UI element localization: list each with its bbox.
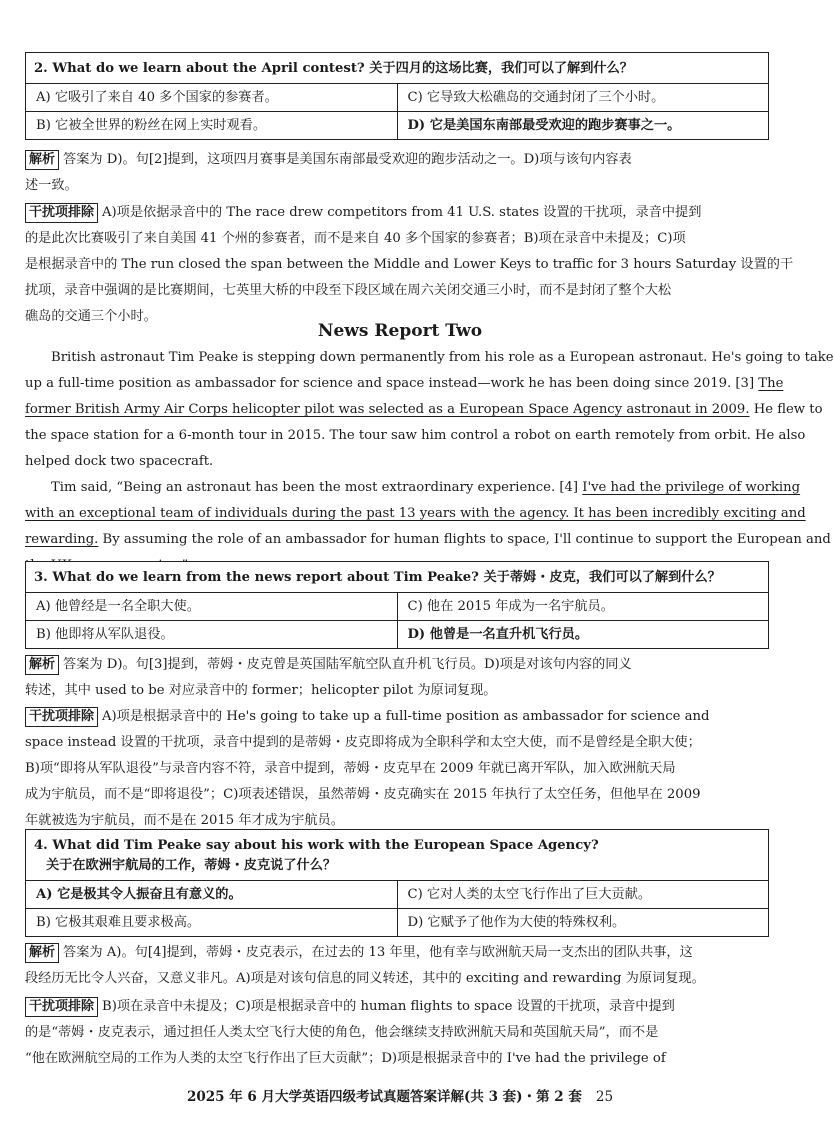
question-2-text: 2. What do we learn about the April contest? 关于四月的这场比赛，我们可以了解到什么？	[26, 53, 768, 84]
distractor-line: 的是此次比赛吸引了来自美国 41 个州的参赛者，而不是来自 40 多个国家的参赛者；B)项在录音中未提及；C)项	[25, 231, 686, 246]
option-a-correct: A) 它是极其令人振奋且有意义的。	[36, 887, 242, 902]
options-row	[26, 909, 768, 936]
option-b: B) 它极其艰难且要求极高。	[36, 915, 201, 930]
distractor-line: B)项在录音中未提及；C)项是根据录音中的 human flights to space 设置的干扰项，录音中提到	[102, 999, 675, 1014]
q4-explanation	[25, 940, 770, 992]
distractor-tag: 干扰项排除	[25, 707, 98, 727]
report-line: He flew to	[749, 402, 823, 417]
report-line: Tim said, “Being an astronaut has been the most extraordinary experience. [4]	[51, 480, 583, 495]
question-4-line: 关于在欧洲宇航局的工作，蒂姆・皮克说了什么？	[46, 858, 337, 873]
distractor-line: B)项“即将从军队退役”与录音内容不符，录音中提到，蒂姆・皮克早在 2009 年就已离开军队，加入欧洲航天局	[25, 761, 676, 776]
distractor-line: A)项是依据录音中的 The race drew competitors from 41 U.S. states 设置的干扰项，录音中提到	[102, 205, 702, 220]
options-row	[26, 881, 768, 909]
distractor-line: 是根据录音中的 The run closed the span between the Middle and Lower Keys to traffic for 3 hours Saturday 设置的干	[25, 257, 794, 272]
distractor-line: space instead 设置的干扰项，录音中提到的是蒂姆・皮克即将成为全职科学和太空大使，而不是曾经是全职大使；	[25, 735, 701, 750]
footer-text: 2025 年 6 月大学英语四级考试真题答案详解(共 3 套)・第 2 套	[186, 1089, 582, 1105]
key-sentence-3: The	[758, 376, 784, 391]
explanation-tag: 解析	[25, 150, 59, 170]
distractor-line: 的是“蒂姆・皮克表示，通过担任人类太空飞行大使的角色，他会继续支持欧洲航天局和英国航天局”，而不是	[25, 1025, 659, 1040]
option-c: C) 他在 2015 年成为一名宇航员。	[397, 593, 769, 620]
key-sentence-4: I've had the privilege of working	[582, 480, 801, 495]
option-a: A) 它吸引了来自 40 多个国家的参赛者。	[36, 90, 278, 105]
option-d: D) 它赋予了他作为大使的特殊权利。	[397, 909, 769, 936]
q3-explanation	[25, 652, 770, 704]
option-b: B) 它被全世界的粉丝在网上实时观看。	[36, 118, 267, 133]
page-footer	[0, 1085, 800, 1105]
option-a: A) 他曾经是一名全职大使。	[36, 599, 200, 614]
option-d-correct: D) 他曾是一名直升机飞行员。	[397, 621, 769, 648]
option-c: C) 它导致大松礁岛的交通封闭了三个小时。	[397, 84, 769, 111]
report-line: British astronaut Tim Peake is stepping down permanently from his role as a European astronaut. He's going to take	[51, 350, 834, 365]
report-line: helped dock two spacecraft.	[25, 454, 214, 469]
question-4-text	[26, 830, 768, 881]
report-line: By assuming the role of an ambassador for human flights to space, I'll continue to support the European and	[98, 532, 831, 547]
options-row	[26, 593, 768, 621]
explanation-line: 述一致。	[25, 178, 78, 193]
option-d-correct: D) 它是美国东南部最受欢迎的跑步赛事之一。	[397, 112, 769, 139]
key-sentence-4: rewarding.	[25, 532, 99, 547]
explanation-tag: 解析	[25, 943, 59, 963]
question-2-box	[25, 52, 769, 140]
distractor-tag: 干扰项排除	[25, 203, 98, 223]
option-c: C) 它对人类的太空飞行作出了巨大贡献。	[397, 881, 769, 908]
q4-distractors	[25, 994, 770, 1072]
distractor-line: 扰项，录音中强调的是比赛期间，七英里大桥的中段至下段区域在周六关闭交通三小时，而不是封闭了整个大松	[25, 283, 672, 298]
question-3-box	[25, 561, 769, 649]
page-number: 25	[595, 1089, 614, 1105]
report-line: the space station for a 6-month tour in 2015. The tour saw him control a robot on earth remotely from orbit. He also	[25, 428, 806, 443]
options-row	[26, 621, 768, 648]
news-report-body	[25, 345, 834, 579]
options-row	[26, 84, 768, 112]
q2-distractors	[25, 200, 794, 330]
report-line: up a full-time position as ambassador for science and space instead—work he has been doing since 2019. [3]	[25, 376, 759, 391]
explanation-line: 转述，其中 used to be 对应录音中的 former；helicopter pilot 为原词复现。	[25, 683, 497, 698]
option-b: B) 他即将从军队退役。	[36, 627, 174, 642]
distractor-line: “他在欧洲航空局的工作为人类的太空飞行作出了巨大贡献”；D)项是根据录音中的 I've had the privilege of	[25, 1051, 666, 1066]
q3-distractors	[25, 704, 770, 834]
distractor-line: 礁岛的交通三个小时。	[25, 309, 157, 324]
distractor-line: A)项是根据录音中的 He's going to take up a full-time position as ambassador for science and	[102, 709, 710, 724]
distractor-tag: 干扰项排除	[25, 997, 98, 1017]
explanation-line: 答案为 A)。句[4]提到，蒂姆・皮克表示，在过去的 13 年里，他有幸与欧洲航天局一支杰出的团队共事，这	[63, 945, 693, 960]
explanation-tag: 解析	[25, 655, 59, 675]
question-3-text: 3. What do we learn from the news report about Tim Peake? 关于蒂姆・皮克，我们可以了解到什么？	[26, 562, 768, 593]
options-row	[26, 112, 768, 139]
key-sentence-3: former British Army Air Corps helicopter pilot was selected as a European Space Agency astronaut in 2009.	[25, 402, 750, 417]
q2-explanation	[25, 147, 770, 199]
question-4-box	[25, 829, 769, 937]
news-report-title: News Report Two	[317, 321, 483, 341]
question-4-line: 4. What did Tim Peake say about his work with the European Space Agency?	[34, 838, 599, 853]
distractor-line: 年就被选为宇航员，而不是在 2015 年才成为宇航员。	[25, 813, 344, 828]
distractor-line: 成为宇航员，而不是“即将退役”；C)项表述错误，虽然蒂姆・皮克确实在 2015 年执行了太空任务，但他早在 2009	[25, 787, 701, 802]
explanation-line: 答案为 D)。句[2]提到，这项四月赛事是美国东南部最受欢迎的跑步活动之一。D)项与该句内容表	[63, 152, 632, 167]
key-sentence-4: with an exceptional team of individuals during the past 13 years with the agency. It has been incredibly exciting and	[25, 506, 806, 521]
explanation-line: 段经历无比令人兴奋，又意义非凡。A)项是对该句信息的同义转述，其中的 exciting and rewarding 为原词复现。	[25, 971, 705, 986]
explanation-line: 答案为 D)。句[3]提到，蒂姆・皮克曾是英国陆军航空队直升机飞行员。D)项是对该句内容的同义	[63, 657, 632, 672]
